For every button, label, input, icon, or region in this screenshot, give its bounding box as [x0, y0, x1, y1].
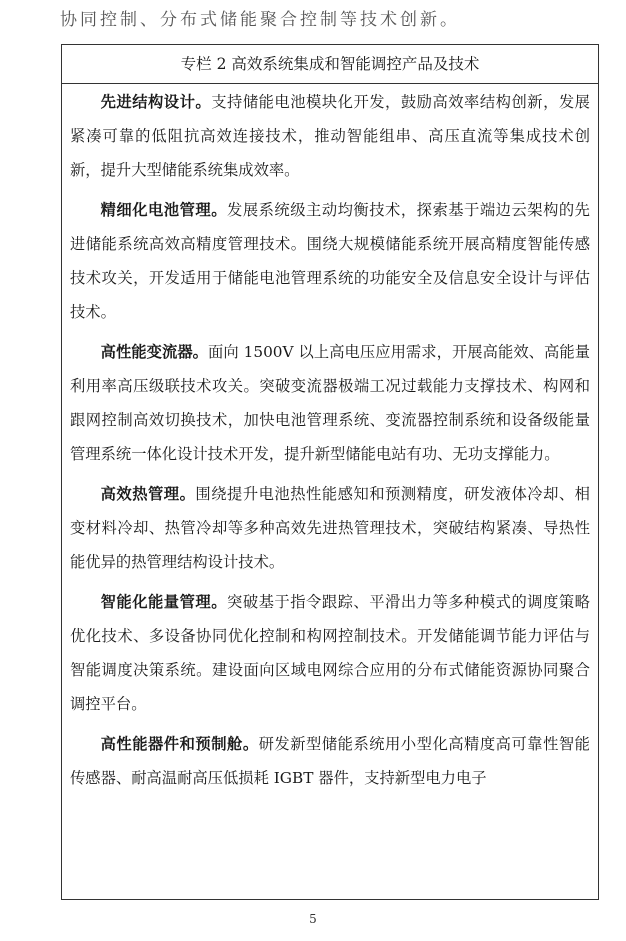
- paragraph-devices-cabins: [70, 727, 590, 795]
- paragraph-energy-management: [70, 585, 590, 721]
- paragraph-heading: 高效热管理。: [100, 485, 196, 503]
- paragraph-structure-design: [70, 85, 590, 187]
- paragraph-heading: 精细化电池管理。: [100, 201, 228, 219]
- sidebar-box: [61, 44, 599, 900]
- paragraph-heading: 先进结构设计。: [100, 93, 212, 111]
- paragraph-thermal-management: [70, 477, 590, 579]
- paragraph-body: 突破基于指令跟踪、平滑出力等多种模式的调度策略优化技术、多设备协同优化控制和构网控制技术。开发储能调节能力评估与智能调度决策系统。建设面向区域电网综合应用的分布式储能资源协同聚合调控平台。: [70, 593, 590, 713]
- paragraph-converter: [70, 335, 590, 471]
- paragraph-battery-management: [70, 193, 590, 329]
- preceding-text-line: 协同控制、分布式储能聚合控制等技术创新。: [60, 10, 460, 30]
- paragraph-body: 面向 1500V 以上高电压应用需求，开展高能效、高能量利用率高压级联技术攻关。突破变流器极端工况过载能力支撑技术、构网和跟网控制高效切换技术，加快电池管理系统、变流器控制系统和设备级能量管理系统一体化设计技术开发，提升新型储能电站有功、无功支撑能力。: [70, 343, 590, 463]
- page-number: 5: [309, 912, 317, 926]
- paragraph-heading: 智能化能量管理。: [100, 593, 228, 611]
- paragraph-heading: 高性能变流器。: [100, 343, 209, 361]
- paragraph-heading: 高性能器件和预制舱。: [100, 735, 259, 753]
- box-content: [62, 84, 598, 795]
- paragraph-body: 支持储能电池模块化开发，鼓励高效率结构创新，发展紧凑可靠的低阻抗高效连接技术，推动智能组串、高压直流等集成技术创新，提升大型储能系统集成效率。: [70, 93, 590, 179]
- paragraph-body: 发展系统级主动均衡技术，探索基于端边云架构的先进储能系统高效高精度管理技术。围绕大规模储能系统开展高精度智能传感技术攻关，开发适用于储能电池管理系统的功能安全及信息安全设计与评估技术。: [70, 201, 590, 321]
- box-title: 专栏 2 高效系统集成和智能调控产品及技术: [62, 45, 598, 84]
- paragraph-body: 围绕提升电池热性能感知和预测精度，研发液体冷却、相变材料冷却、热管冷却等多种高效先进热管理技术，突破结构紧凑、导热性能优异的热管理结构设计技术。: [70, 485, 590, 571]
- paragraph-body: 研发新型储能系统用小型化高精度高可靠性智能传感器、耐高温耐高压低损耗 IGBT 器件，支持新型电力电子: [70, 735, 590, 787]
